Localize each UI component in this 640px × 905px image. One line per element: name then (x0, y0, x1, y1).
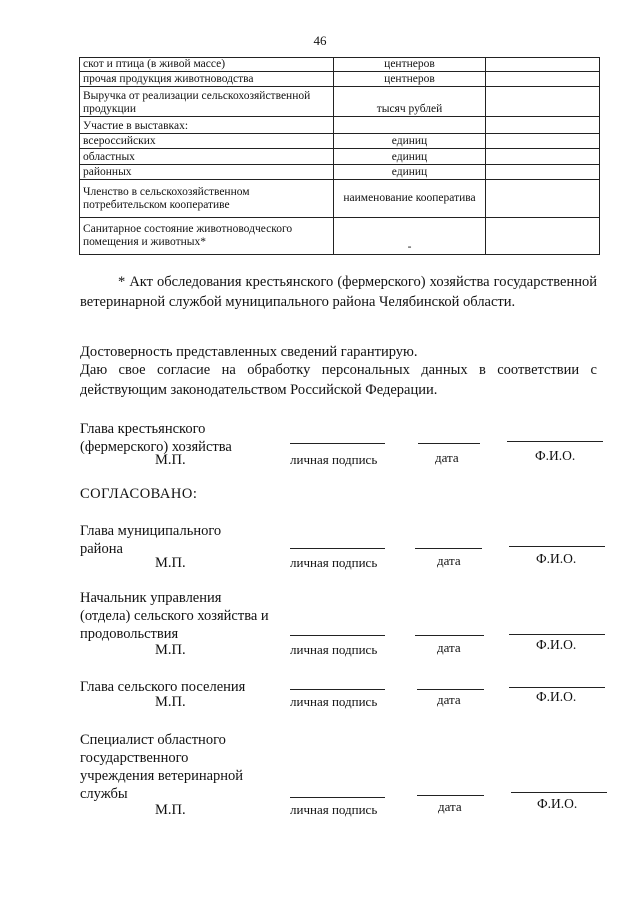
row-value (486, 218, 600, 255)
row-value (486, 149, 600, 165)
fio-caption: Ф.И.О. (536, 551, 577, 566)
signatory-head-farm: Глава крестьянского (фермерского) хозяйства (80, 421, 232, 455)
row-value (486, 87, 600, 117)
row-unit: единиц (334, 134, 486, 149)
date-caption: дата (437, 692, 461, 707)
signature-caption: личная подпись (290, 642, 378, 657)
row-value (486, 72, 600, 87)
row-unit: - (334, 218, 486, 255)
row-value (486, 58, 600, 72)
fio-caption: Ф.И.О. (536, 689, 577, 704)
table-row (80, 149, 600, 165)
row-label: Членство в сельскохозяйственном потребительском кооперативе (80, 180, 334, 218)
table-row (80, 165, 600, 180)
table-row (80, 117, 600, 134)
row-label: скот и птица (в живой массе) (80, 58, 334, 72)
signature-caption: личная подпись (290, 555, 378, 570)
agreed-heading: СОГЛАСОВАНО: (80, 486, 198, 502)
row-label: областных (80, 149, 334, 165)
row-label: Участие в выставках: (80, 117, 334, 134)
table-row (80, 87, 600, 117)
fio-caption: Ф.И.О. (535, 448, 576, 463)
row-value (486, 180, 600, 218)
row-unit: единиц (334, 165, 486, 180)
row-value (486, 117, 600, 134)
row-value (486, 134, 600, 149)
mp-label: М.П. (155, 694, 186, 710)
table-row (80, 72, 600, 87)
signatory-vet-specialist: Специалист областного государственного учреждения ветеринарной службы (80, 732, 244, 802)
row-label: Выручка от реализации сельскохозяйственной продукции (80, 87, 334, 117)
mp-label: М.П. (155, 642, 186, 658)
page-number: 46 (313, 33, 327, 48)
signature-caption: личная подпись (290, 694, 378, 709)
row-label: районных (80, 165, 334, 180)
mp-label: М.П. (155, 555, 186, 571)
date-caption: дата (435, 450, 459, 465)
table-row (80, 218, 600, 255)
signatory-head-municipal: Глава муниципального района (80, 523, 222, 557)
date-caption: дата (437, 640, 461, 655)
table-row (80, 180, 600, 218)
row-unit: центнеров (334, 58, 486, 72)
signatory-head-settlement: Глава сельского поселения (80, 679, 246, 695)
data-table (79, 57, 600, 255)
row-unit: тысяч рублей (334, 87, 486, 117)
consent-text: Даю свое согласие на обработку персональных данных в соответствии с действующим законодательством Российской Федерации. (80, 362, 597, 398)
date-caption: дата (438, 799, 462, 814)
table-row (80, 58, 600, 72)
row-label: всероссийских (80, 134, 334, 149)
fio-caption: Ф.И.О. (537, 796, 578, 811)
row-label: прочая продукция животноводства (80, 72, 334, 87)
fio-caption: Ф.И.О. (536, 637, 577, 652)
signature-caption: личная подпись (290, 452, 378, 467)
mp-label: М.П. (155, 802, 186, 818)
mp-label: М.П. (155, 452, 186, 468)
row-unit: наименование кооператива (334, 180, 486, 218)
row-label: Санитарное состояние животноводческого помещения и животных* (80, 218, 334, 255)
row-unit: центнеров (334, 72, 486, 87)
row-unit: единиц (334, 149, 486, 165)
row-unit (334, 117, 486, 134)
row-value (486, 165, 600, 180)
signatory-head-agriculture: Начальник управления (отдела) сельского хозяйства и продовольствия (80, 590, 269, 642)
date-caption: дата (437, 553, 461, 568)
guarantee-text: Достоверность представленных сведений гарантирую. (80, 344, 418, 360)
signature-caption: личная подпись (290, 802, 378, 817)
footnote: * Акт обследования крестьянского (фермерского) хозяйства государственной ветеринарной службой муниципального района Челябинской области. (80, 274, 597, 310)
table-row (80, 134, 600, 149)
